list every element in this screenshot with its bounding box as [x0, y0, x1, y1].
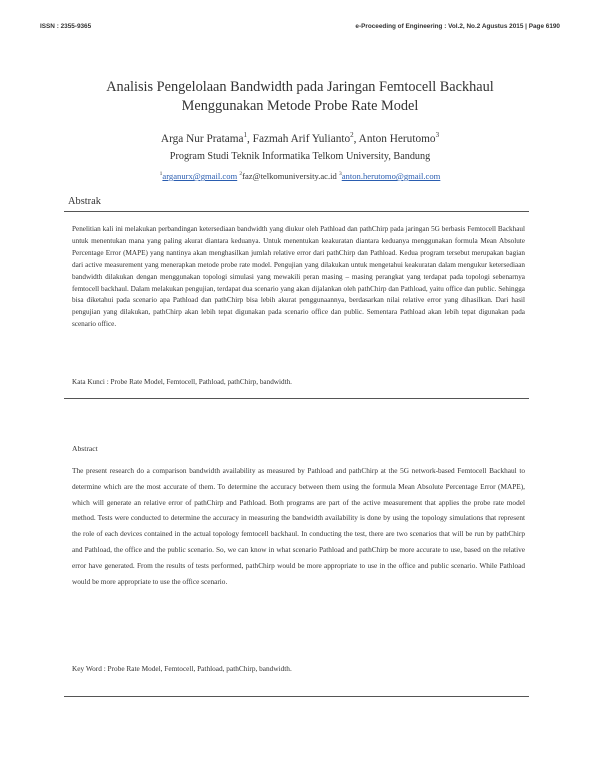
affiliation: Program Studi Teknik Informatika Telkom University, Bandung: [169, 151, 431, 162]
authors: [0, 131, 600, 145]
journal-header: e-Proceeding of Engineering : Vol.2, No.2 Agustus 2015 | Page 6190: [355, 23, 560, 30]
abstrak-body: Penelitian kali ini melakukan perbandingan ketersediaan bandwidth yang diukur oleh Pathload dan pathChirp pada jaringan 5G berbasis Femtocell Backhaul untuk menentukan mana yang paling akurat diantara keduanya. Untuk menentukan keakuratan diantara keduanya menggunakan formula Mean Absolute Percentage Error (MAPE) yang nantinya akan menghasilkan jumlah relative error dari pathChirp dan Pathload. Kedua program tersebut merupakan bagian dari active measurement yang menerapkan metode probe rate model. Pengujian yang dilakukan untuk mengetahui keakuratan dalam mengukur ketersediaan bandwidth dilakukan dengan menggunakan topologi simulasi yang mewakili peran masing – masing perangkat yang terdapat pada topologi sebenarnya femtocell backhaul. Dalam melakukan pengujian, terdapat dua scenario yang akan dijalankan oleh pathChirp dan Pathload, yaitu office dan public. Sehingga bisa diketahui pada scenario apa Pathload dan pathChirp bisa lebih akurat penggunaannya, berdasarkan nilai relative error yang dihasilkan. Dari hasil pengujian yang dilakukan, pathChirp akan lebih tepat digunakan pada scenario office dan public. Sementara Pathload akan lebih tepat digunakan pada scenario office.: [72, 225, 525, 329]
divider-bottom: [64, 696, 529, 697]
email-2: faz@telkomuniversity.ac.id: [242, 171, 337, 181]
author-2: , Fazmah Arif Yulianto: [247, 132, 351, 145]
divider-top: [64, 211, 529, 212]
author-1: Arga Nur Pratama: [160, 132, 244, 145]
email-link-3[interactable]: anton.herutomo@gmail.com: [341, 171, 441, 181]
key-word: Key Word : Probe Rate Model, Femtocell, Pathload, pathChirp, bandwidth.: [72, 664, 292, 673]
abstract-heading: Abstract: [72, 444, 98, 453]
author-3-sup: 3: [435, 131, 440, 139]
author-3: , Anton Herutomo: [353, 132, 436, 145]
paper-title-line-1: Analisis Pengelolaan Bandwidth pada Jaringan Femtocell Backhaul: [106, 79, 494, 95]
email-2-sup: 2: [239, 171, 243, 178]
kata-kunci: Kata Kunci : Probe Rate Model, Femtocell, Pathload, pathChirp, bandwidth.: [72, 378, 292, 386]
paper-title-line-2: Menggunakan Metode Probe Rate Model: [181, 98, 419, 114]
divider-middle: [64, 398, 529, 399]
author-2-sup: 2: [350, 131, 354, 139]
abstrak-heading: Abstrak: [68, 196, 101, 207]
abstract-body: The present research do a comparison bandwidth availability as measured by Pathload and pathChirp at the 5G network-based Femtocell Backhaul to determine which are the most accurate of them. To determine the accuracy between them using the formula Mean Absolute Percentage Error (MAPE), which will generate an relative error of pathChirp and Pathload. Both programs are part of the active measurement that applies the probe rate model method. Tests were conducted to determine the accuracy in measuring the bandwidth availability is done by using the topology simulations that represent the role of each devices contained in the actual topology femtocell backhaul. In conducting the test, there are two scenarios that will be run by pathChirp and Pathload, the office and the public scenario. So, we can know in what scenario Pathload and pathChirp be more accurate to use, based on the relative error have generated. From the results of tests performed, pathChirp would be more appropriate to use in the office and public scenario. While Pathload would be more appropriate to use the office scenario.: [72, 466, 525, 586]
issn-header: ISSN : 2355-9365: [40, 23, 92, 30]
author-1-sup: 1: [243, 131, 248, 139]
email-1-sup: 1: [159, 171, 163, 178]
email-link-1[interactable]: arganurx@gmail.com: [162, 171, 238, 181]
email-3-sup: 3: [338, 171, 342, 178]
emails: [0, 171, 600, 181]
